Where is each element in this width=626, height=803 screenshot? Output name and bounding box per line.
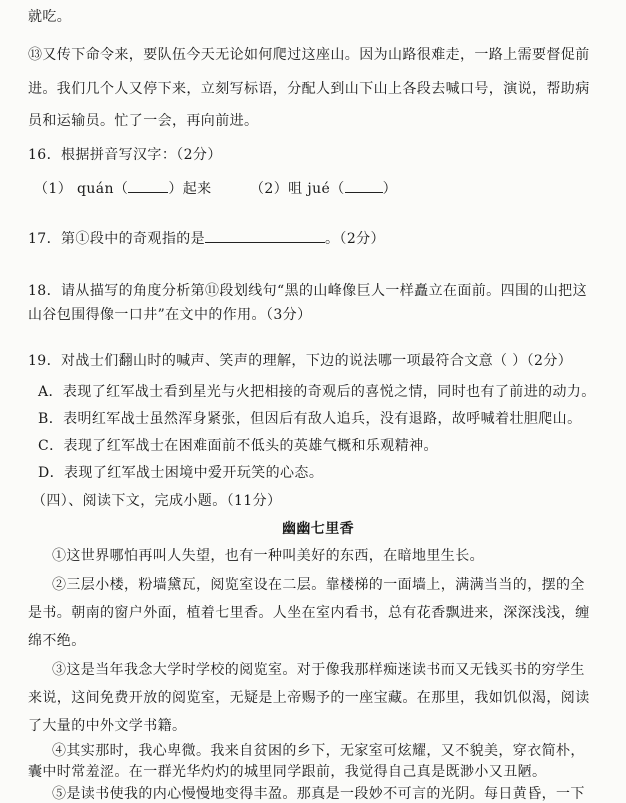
item-prefix: （2）咀 jué（	[250, 181, 345, 197]
paragraph-2-cont: 绵不绝。	[28, 633, 86, 649]
question-17	[28, 230, 385, 248]
paragraph-3-cont: 了大量的中外文学书籍。	[28, 718, 187, 734]
question-text: 17．第①段中的奇观指的是	[28, 231, 206, 247]
passage-title: 幽幽七里香	[282, 521, 354, 537]
item-suffix: ）起来	[168, 181, 212, 197]
paragraph-2-cont: 是书。朝南的窗户外面，植着七里香。人坐在室内看书，总有花香飘进来，深深浅浅，缠	[28, 605, 590, 621]
question-16-item-1	[34, 180, 212, 198]
option-c: C．表现了红军战士在困难面前不低头的英雄气概和乐观精神。	[38, 438, 438, 454]
text-line: 进。我们几个人又停下来，立刻写标语，分配人到山下山上各段去喊口号，演说，帮助病	[28, 81, 590, 97]
question-18-cont: 山谷包围得像一口井”在文中的作用。（3分）	[28, 307, 312, 323]
paragraph-5: ⑤是读书使我的内心慢慢地变得丰盈。那真是一段妙不可言的光阴。每日黄昏，一下	[52, 786, 585, 802]
question-18: 18．请从描写的角度分析第⑪段划线句“黑的山峰像巨人一样矗立在面前。四围的山把这	[28, 283, 587, 299]
paragraph-3: ③这是当年我念大学时学校的阅览室。对于像我那样痴迷读书而又无钱买书的穷学生	[52, 662, 585, 678]
paragraph-1: ①这世界哪怕再叫人失望，也有一种叫美好的东西，在暗地里生长。	[52, 548, 484, 564]
question-19: 19．对战士们翻山时的喊声、笑声的理解，下边的说法哪一项最符合文意（ ）（2分）	[28, 353, 573, 369]
text-line: 员和运输员。忙了一会，再向前进。	[28, 113, 259, 129]
text-line: ⑬又传下命令来，要队伍今天无论如何爬过这座山。因为山路很难走，一路上需要督促前	[28, 47, 590, 63]
item-suffix: ）	[382, 181, 398, 197]
paragraph-3-cont: 来说，这间免费开放的阅览室，无疑是上帝赐予的一座宝藏。在那里，我如饥似渴，阅读	[28, 690, 590, 706]
option-d: D．表现了红军战士困境中爱开玩笑的心态。	[38, 465, 324, 481]
paragraph-2: ②三层小楼，粉墙黛瓦，阅览室设在二层。靠楼梯的一面墙上，满满当当的，摆的全	[52, 577, 585, 593]
paragraph-4: ④其实那时，我心卑微。我来自贫困的乡下，无家室可炫耀，又不貌美，穿衣简朴，	[52, 743, 585, 759]
question-16: 16．根据拼音写汉字：（2分）	[28, 147, 222, 163]
section-heading: （四）、阅读下文，完成小题。（11分）	[32, 493, 282, 509]
paragraph-4-cont: 囊中时常羞涩。在一群光华灼灼的城里同学跟前，我觉得自己真是既渺小又丑陋。	[28, 764, 547, 780]
option-a: A．表现了红军战士看到星光与火把相接的奇观后的喜悦之情，同时也有了前进的动力。	[38, 384, 596, 400]
item-prefix: （1） quán（	[34, 181, 129, 197]
question-16-item-2	[250, 180, 397, 198]
answer-blank[interactable]	[128, 180, 168, 193]
question-score: 。（2分）	[325, 231, 385, 247]
text-line: 就吃。	[28, 9, 72, 25]
answer-blank[interactable]	[345, 180, 383, 193]
answer-blank[interactable]	[205, 230, 325, 243]
option-b: B．表明红军战士虽然浑身紧张，但因后有敌人追兵，没有退路，故呼喊着壮胆爬山。	[38, 411, 582, 427]
